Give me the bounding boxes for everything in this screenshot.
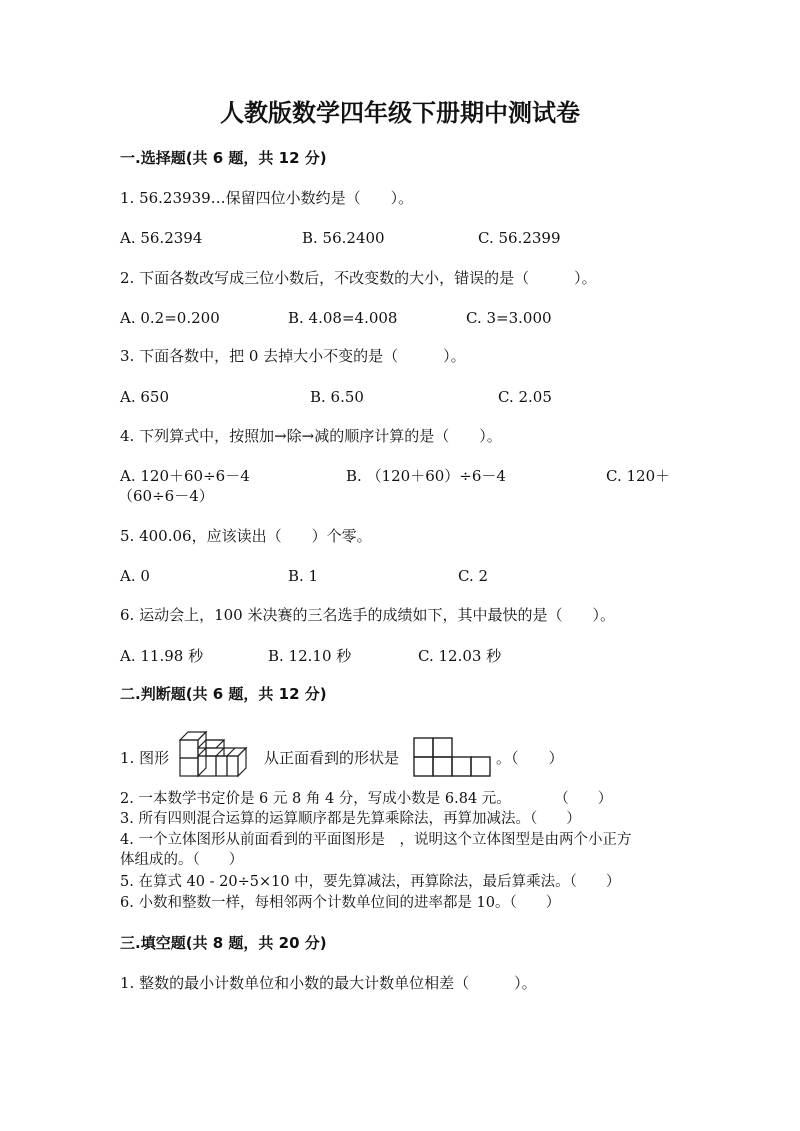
option-c: C. 3=3.000 — [466, 309, 552, 327]
section-heading-fill: 三.填空题(共 8 题，共 20 分) — [120, 934, 327, 952]
option-b: B. 56.2400 — [302, 229, 385, 247]
judgement-line: 体组成的。（ ） — [120, 852, 244, 868]
judgement-line: 6. 小数和整数一样，每相邻两个计数单位间的进率都是 10。（ ） — [120, 895, 561, 911]
judgement-line: 5. 在算式 40 - 20÷5×10 中，要先算减法，再算除法，最后算乘法。（ ） — [120, 874, 621, 890]
option-b: B. 4.08=4.008 — [288, 309, 398, 327]
option-a: A. 120＋60÷6－4 — [120, 467, 250, 485]
page-title: 人教版数学四年级下册期中测试卷 — [220, 99, 580, 127]
section-heading-choice: 一.选择题(共 6 题，共 12 分) — [120, 149, 327, 167]
option-a: A. 650 — [120, 388, 169, 406]
option-c-continuation: （60÷6－4） — [118, 487, 214, 505]
option-b: B. 6.50 — [310, 388, 364, 406]
question-stem: 2. 下面各数改写成三位小数后，不改变数的大小，错误的是（ ）。 — [120, 269, 597, 287]
front-view-figure — [412, 736, 494, 778]
option-c: C. 120＋ — [606, 467, 671, 485]
question-stem: 1. 56.23939…保留四位小数约是（ ）。 — [120, 189, 414, 207]
option-c: C. 2 — [458, 567, 489, 585]
question-stem: 1. 整数的最小计数单位和小数的最大计数单位相差（ ）。 — [120, 974, 537, 992]
option-b: B. （120＋60）÷6－4 — [346, 467, 506, 485]
option-c: C. 12.03 秒 — [418, 647, 502, 665]
option-b: B. 1 — [288, 567, 319, 585]
section-heading-judgement: 二.判断题(共 6 题，共 12 分) — [120, 685, 327, 703]
option-a: A. 0.2=0.200 — [120, 309, 220, 327]
judgement-line: 3. 所有四则混合运算的运算顺序都是先算乘除法，再算加减法。（ ） — [120, 811, 581, 827]
judgement-line: 4. 一个立体图形从前面看到的平面图形是 ，说明这个立体图型是由两个小正方 — [120, 832, 632, 848]
judgement-q1-text-a: 1. 图形 — [120, 749, 170, 767]
option-c: C. 2.05 — [498, 388, 552, 406]
question-stem: 5. 400.06，应该读出（ ）个零。 — [120, 527, 372, 545]
judgement-q1-text-c: 。（ ） — [496, 749, 564, 767]
option-a: A. 56.2394 — [120, 229, 203, 247]
question-stem: 6. 运动会上，100 米决赛的三名选手的成绩如下，其中最快的是（ ）。 — [120, 606, 615, 624]
option-a: A. 0 — [120, 567, 150, 585]
judgement-line: 2. 一本数学书定价是 6 元 8 角 4 分，写成小数是 6.84 元。 （ ） — [120, 791, 613, 807]
judgement-q1-text-b: 从正面看到的形状是 — [264, 749, 400, 767]
cube-figure-3d — [176, 726, 256, 781]
option-c: C. 56.2399 — [478, 229, 561, 247]
option-a: A. 11.98 秒 — [120, 647, 204, 665]
option-b: B. 12.10 秒 — [268, 647, 352, 665]
question-stem: 4. 下列算式中，按照加→除→减的顺序计算的是（ ）。 — [120, 427, 502, 445]
question-stem: 3. 下面各数中，把 0 去掉大小不变的是（ ）。 — [120, 347, 466, 365]
